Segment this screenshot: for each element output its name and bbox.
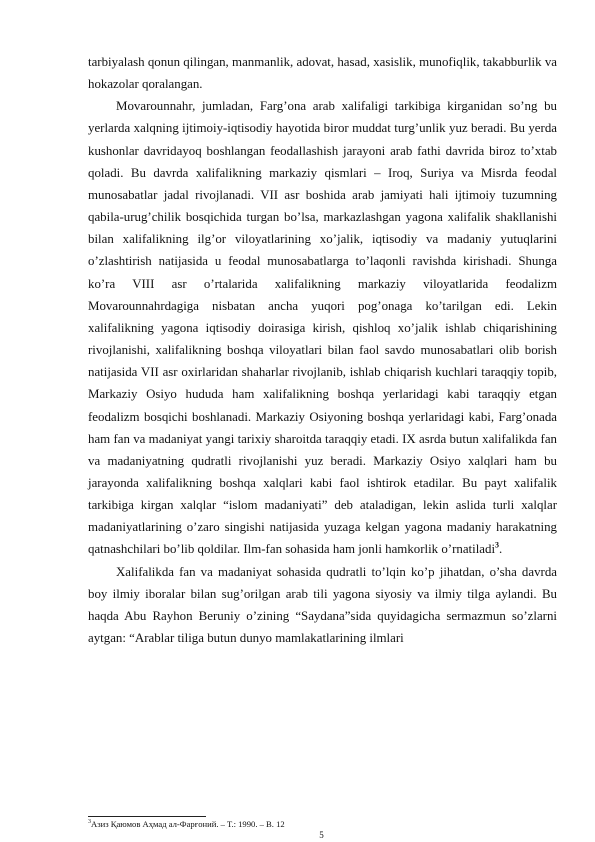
footnote-divider	[88, 816, 206, 817]
paragraph-1: tarbiyalash qonun qilingan, manmanlik, adovat, hasad, xasislik, munofiqlik, takabburlik va hokazolar qoralangan.	[88, 55, 557, 92]
page-number: 5	[319, 830, 324, 840]
footnote-marker: 3	[88, 819, 91, 826]
footnote-reference[interactable]: 3	[495, 541, 500, 551]
footnote	[88, 819, 285, 829]
paragraph-2-text: Movarounnahr, jumladan, Farg’ona arab xalifaligi tarkibiga kirganidan so’ng bu yerlarda xalqning ijtimoiy-iqtisodiy hayotida biror muddat turg’unlik yuz beradi. Bu yerda kushonlar davridayoq boshlangan feodallashish jarayoni arab fathi davrida biroz to’xtab qoladi. Bu davrda xalifalikning markaziy qismlari – Iroq, Suriya va Misrda feodal munosabatlar jadal rivojlanadi. VII asr boshida arab jamiyati hali ijtimoiy tuzumning qabila-urug’chilik bosqichida turgan bo’lsa, markazlashgan yagona xalifalik shakllanishi bilan xalifalikning ilg’or viloyatlarining xo’jalik, iqtisodiy va madaniy yutuqlarini o’zlashtirish natijasida u feodal munosabatlarga to’laqonli ravishda kirishadi. Shunga ko’ra VIII asr o’rtalarida xalifalikning markaziy viloyatlarida feodalizm Movarounnahrdagiga nisbatan ancha yuqori pog’onaga ko’tarilgan edi. Lekin xalifalikning yagona iqtisodiy doirasiga kirish, qishloq xo’jalik ishlab chiqarishining rivojlanishi, xalifalikning boshqa viloyatlari bilan faol savdo munosabatlari olib borish natijasida VII asr oxirlaridan shaharlar rivojlanib, ishlab chiqarish kuchlari taraqqiy topib, Markaziy Osiyo hududa ham xalifalikning boshqa yerlaridagi kabi taraqqiy etgan feodalizm bosqichi boshlanadi. Markaziy Osiyoning boshqa yerlaridagi kabi, Farg’onada ham fan va madaniyat yangi tarixiy sharoitda taraqqiy etadi. IX asrda butun xalifalikda fan va madaniyatning qudratli rivojlanishi yuz beradi. Markaziy Osiyo xalqlari ham bu jarayonda xalifalikning boshqa xalqlari kabi faol ishtirok etadilar. Bu payt xalifalik tarkibiga kirgan xalqlar “islom madaniyati” deb ataladigan, lekin aslida turli xalqlar madaniyatlarining o’zaro singishi natijasida yuzaga kelgan yagona madaniy harakatning qatnashchilari bo’lib qoldilar. Ilm-fan sohasida ham jonli hamkorlik o’rnatiladi	[88, 99, 557, 557]
paragraph-2-end: .	[499, 542, 503, 557]
document-body	[88, 51, 557, 649]
footnote-text: Азиз Қаюмов Аҳмад ал-Фарғоний. – Т.: 1990. – B. 12	[91, 819, 285, 829]
paragraph-3: Xalifalikda fan va madaniyat sohasida qudratli to’lqin ko’p jihatdan, o’sha davrda boy ilmiy iboralar bilan sug’orilgan arab tili yagona siyosiy va ilmiy tilga aylandi. Bu haqda Abu Rayhon Beruniy o’zining “Saydana”sida quyidagicha sermazmun so’zlarni aytgan: “Arablar tiliga butun dunyo mamlakatlarining ilmlari	[88, 564, 557, 646]
paragraph-2	[88, 95, 557, 560]
